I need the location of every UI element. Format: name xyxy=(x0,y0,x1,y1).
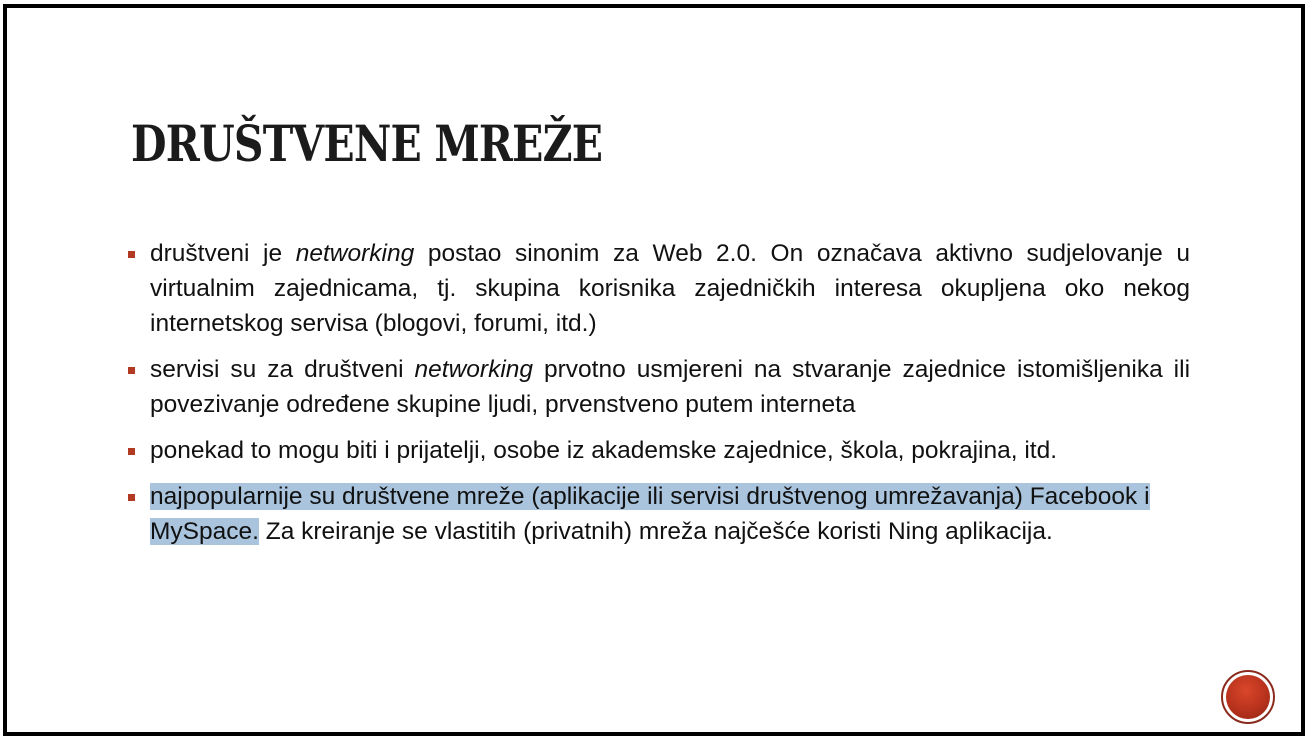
circle-button-fill xyxy=(1226,675,1270,719)
bullet-item-1 xyxy=(128,236,1190,341)
bullet-text: postao sinonim za Web 2.0. On označava aktivno sudjelovanje u virtualnim zajednicama, tj. skupina korisnika zajedničkih interesa okupljena oko nekog internetskog servisa (blogovi, forumi, itd.) xyxy=(150,240,1190,337)
selected-text[interactable]: najpopularnije su društvene mreže (aplikacije ili servisi društvenog umrežavanja) Facebook i MySpace. xyxy=(150,483,1150,545)
slide xyxy=(3,4,1305,736)
bullet-text: društveni je xyxy=(150,240,296,267)
bullet-text: ponekad to mogu biti i prijatelji, osobe iz akademske zajednice, škola, pokrajina, itd. xyxy=(150,437,1058,464)
bullet-text-italic: networking xyxy=(295,240,415,267)
bullet-list xyxy=(128,236,1190,560)
bullet-item-2 xyxy=(128,352,1190,422)
bullet-item-3 xyxy=(128,433,1190,468)
bullet-marker xyxy=(128,367,135,374)
bullet-text: prvotno usmjereni na stvaranje zajednice istomišljenika ili povezivanje određene skupine ljudi, prvenstveno putem interneta xyxy=(150,356,1191,418)
bullet-marker xyxy=(128,448,135,455)
slide-title: DRUŠTVENE MREŽE xyxy=(131,114,603,173)
bullet-item-4[interactable] xyxy=(128,479,1190,549)
bullet-marker xyxy=(128,251,135,258)
bullet-text-italic: networking xyxy=(414,356,534,383)
circle-button-icon[interactable] xyxy=(1221,670,1275,724)
bullet-marker xyxy=(128,494,135,501)
bullet-text: Za kreiranje se vlastitih (privatnih) mreža najčešće koristi Ning aplikacija. xyxy=(258,518,1053,545)
bullet-text: servisi su za društveni xyxy=(150,356,415,383)
